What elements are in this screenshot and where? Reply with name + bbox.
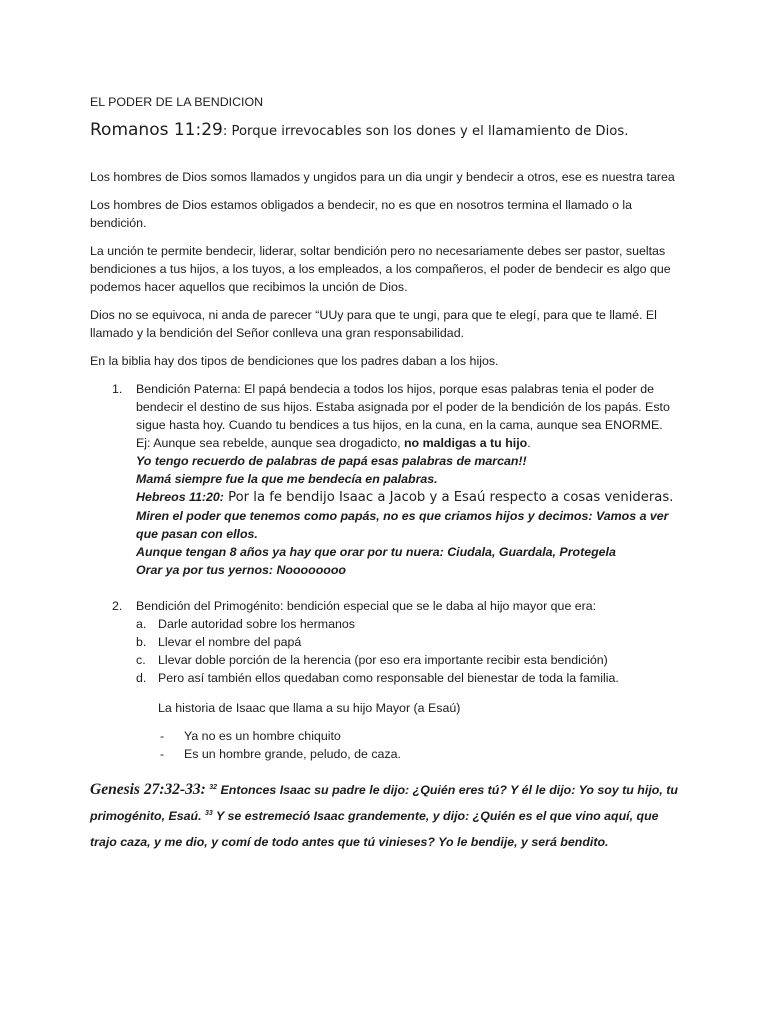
dash-marker: - [160, 747, 165, 761]
emphasis-line-4: Aunque tengan 8 años ya hay que orar por tu nuera: Ciudala, Guardala, Protegela [136, 545, 616, 559]
blessing-types-list [90, 380, 680, 687]
example-line [136, 434, 680, 452]
sublist-text: Darle autoridad sobre los hermanos [158, 617, 355, 631]
example-end: . [527, 436, 531, 450]
sublist-letter: c. [136, 653, 146, 667]
dash-text: Es un hombre grande, peludo, de caza. [184, 747, 401, 761]
sublist-item [136, 669, 680, 687]
paragraph-5: En la biblia hay dos tipos de bendiciones que los padres daban a los hijos. [90, 354, 499, 368]
document-page [90, 93, 680, 855]
hebrews-quote [136, 488, 680, 507]
dash-text: Ya no es un hombre chiquito [184, 729, 341, 743]
sublist-letter: b. [136, 635, 147, 649]
paragraph-2: Los hombres de Dios estamos obligados a bendecir, no es que en nosotros termina el llamado o la bendición. [90, 198, 633, 230]
verse-number-33: 33 [204, 809, 213, 817]
verse-33-text: Y se estremeció Isaac grandemente, y dijo: ¿Quién es el que vino aquí, que trajo caza, y me dio, y comí de todo antes que tú vinieses? Yo le bendije, y será bendito. [90, 809, 659, 849]
list-number: 1. [112, 382, 123, 396]
emphasis-line-3: Miren el poder que tenemos como papás, no es que criamos hijos y decimos: Vamos a ver que pasan con ellos. [136, 509, 669, 541]
dash-marker: - [160, 729, 165, 743]
dash-item [160, 727, 680, 745]
emphasis-line-1: Yo tengo recuerdo de palabras de papá esas palabras de marcan!! [136, 454, 527, 468]
sublist-letter: d. [136, 671, 147, 685]
genesis-reference: Genesis 27:32-33: [90, 781, 206, 798]
paragraph-1: Los hombres de Dios somos llamados y ungidos para un dia ungir y bendecir a otros, ese es nuestra tarea [90, 170, 675, 184]
emphasis-line-5: Orar ya por tus yernos: Noooooooo [136, 563, 346, 577]
paragraph-3: La unción te permite bendecir, liderar, soltar bendición pero no necesariamente debes ser pastor, sueltas bendiciones a tus hijos, a los tuyos, a los empleados, a los compañeros, el poder de bendecir es algo que podemos hacer aquellos que recibimos la unción de Dios. [90, 244, 671, 294]
dash-item [160, 745, 680, 763]
sublist-text: Llevar doble porción de la herencia (por eso era importante recibir esta bendición) [158, 653, 608, 667]
verse-number-32: 32 [209, 783, 218, 791]
sublist-text: Llevar el nombre del papá [158, 635, 302, 649]
example-text: Ej: Aunque sea rebelde, aunque sea drogadicto, [136, 436, 404, 450]
verse-reference: Romanos 11:29 [90, 120, 223, 140]
sublist-item [136, 615, 680, 633]
list-item-firstborn-blessing [90, 597, 680, 687]
sublist-text: Pero así también ellos quedaban como responsable del bienestar de toda la familia. [158, 671, 619, 685]
dash-list [90, 727, 680, 763]
list-item-paternal-blessing [90, 380, 680, 579]
hebrews-reference: Hebreos 11:20: [136, 490, 224, 504]
example-emphasis: no maldigas a tu hijo [403, 436, 528, 450]
verse-text: : Porque irrevocables son los dones y el llamamiento de Dios. [222, 124, 629, 139]
sublist-letter: a. [136, 617, 147, 631]
hebrews-text: Por la fe bendijo Isaac a Jacob y a Esaú respecto a cosas venideras. [223, 490, 674, 505]
sublist-item [136, 633, 680, 651]
sublist-item [136, 651, 680, 669]
genesis-quote [90, 777, 680, 855]
paternal-blessing-text: Bendición Paterna: El papá bendecia a todos los hijos, porque esas palabras tenia el poder de bendecir el destino de sus hijos. Estaba asignada por el poder de la bendición de los papás. Esto sigue hasta hoy. Cuando tu bendices a tus hijos, en la cuna, en la cama, aunque sea ENORME. [136, 382, 670, 432]
verse-32-text: Entonces Isaac su padre le dijo: ¿Quién eres tú? Y él le dijo: Yo soy tu hijo, tu primogénito, Esaú. [90, 783, 678, 823]
firstborn-blessing-text: Bendición del Primogénito: bendición especial que se le daba al hijo mayor que era: [136, 599, 597, 613]
isaac-story-line: La historia de Isaac que llama a su hijo Mayor (a Esaú) [158, 701, 461, 715]
paragraph-4: Dios no se equivoca, ni anda de parecer “UUy para que te ungi, para que te elegí, para que te llamé. El llamado y la bendición del Señor conlleva una gran responsabilidad. [90, 308, 657, 340]
list-number: 2. [112, 599, 123, 613]
emphasis-line-2: Mamá siempre fue la que me bendecía en palabras. [136, 472, 438, 486]
opening-verse [90, 121, 680, 141]
firstborn-sublist [136, 615, 680, 687]
document-title: EL PODER DE LA BENDICION [90, 95, 264, 109]
